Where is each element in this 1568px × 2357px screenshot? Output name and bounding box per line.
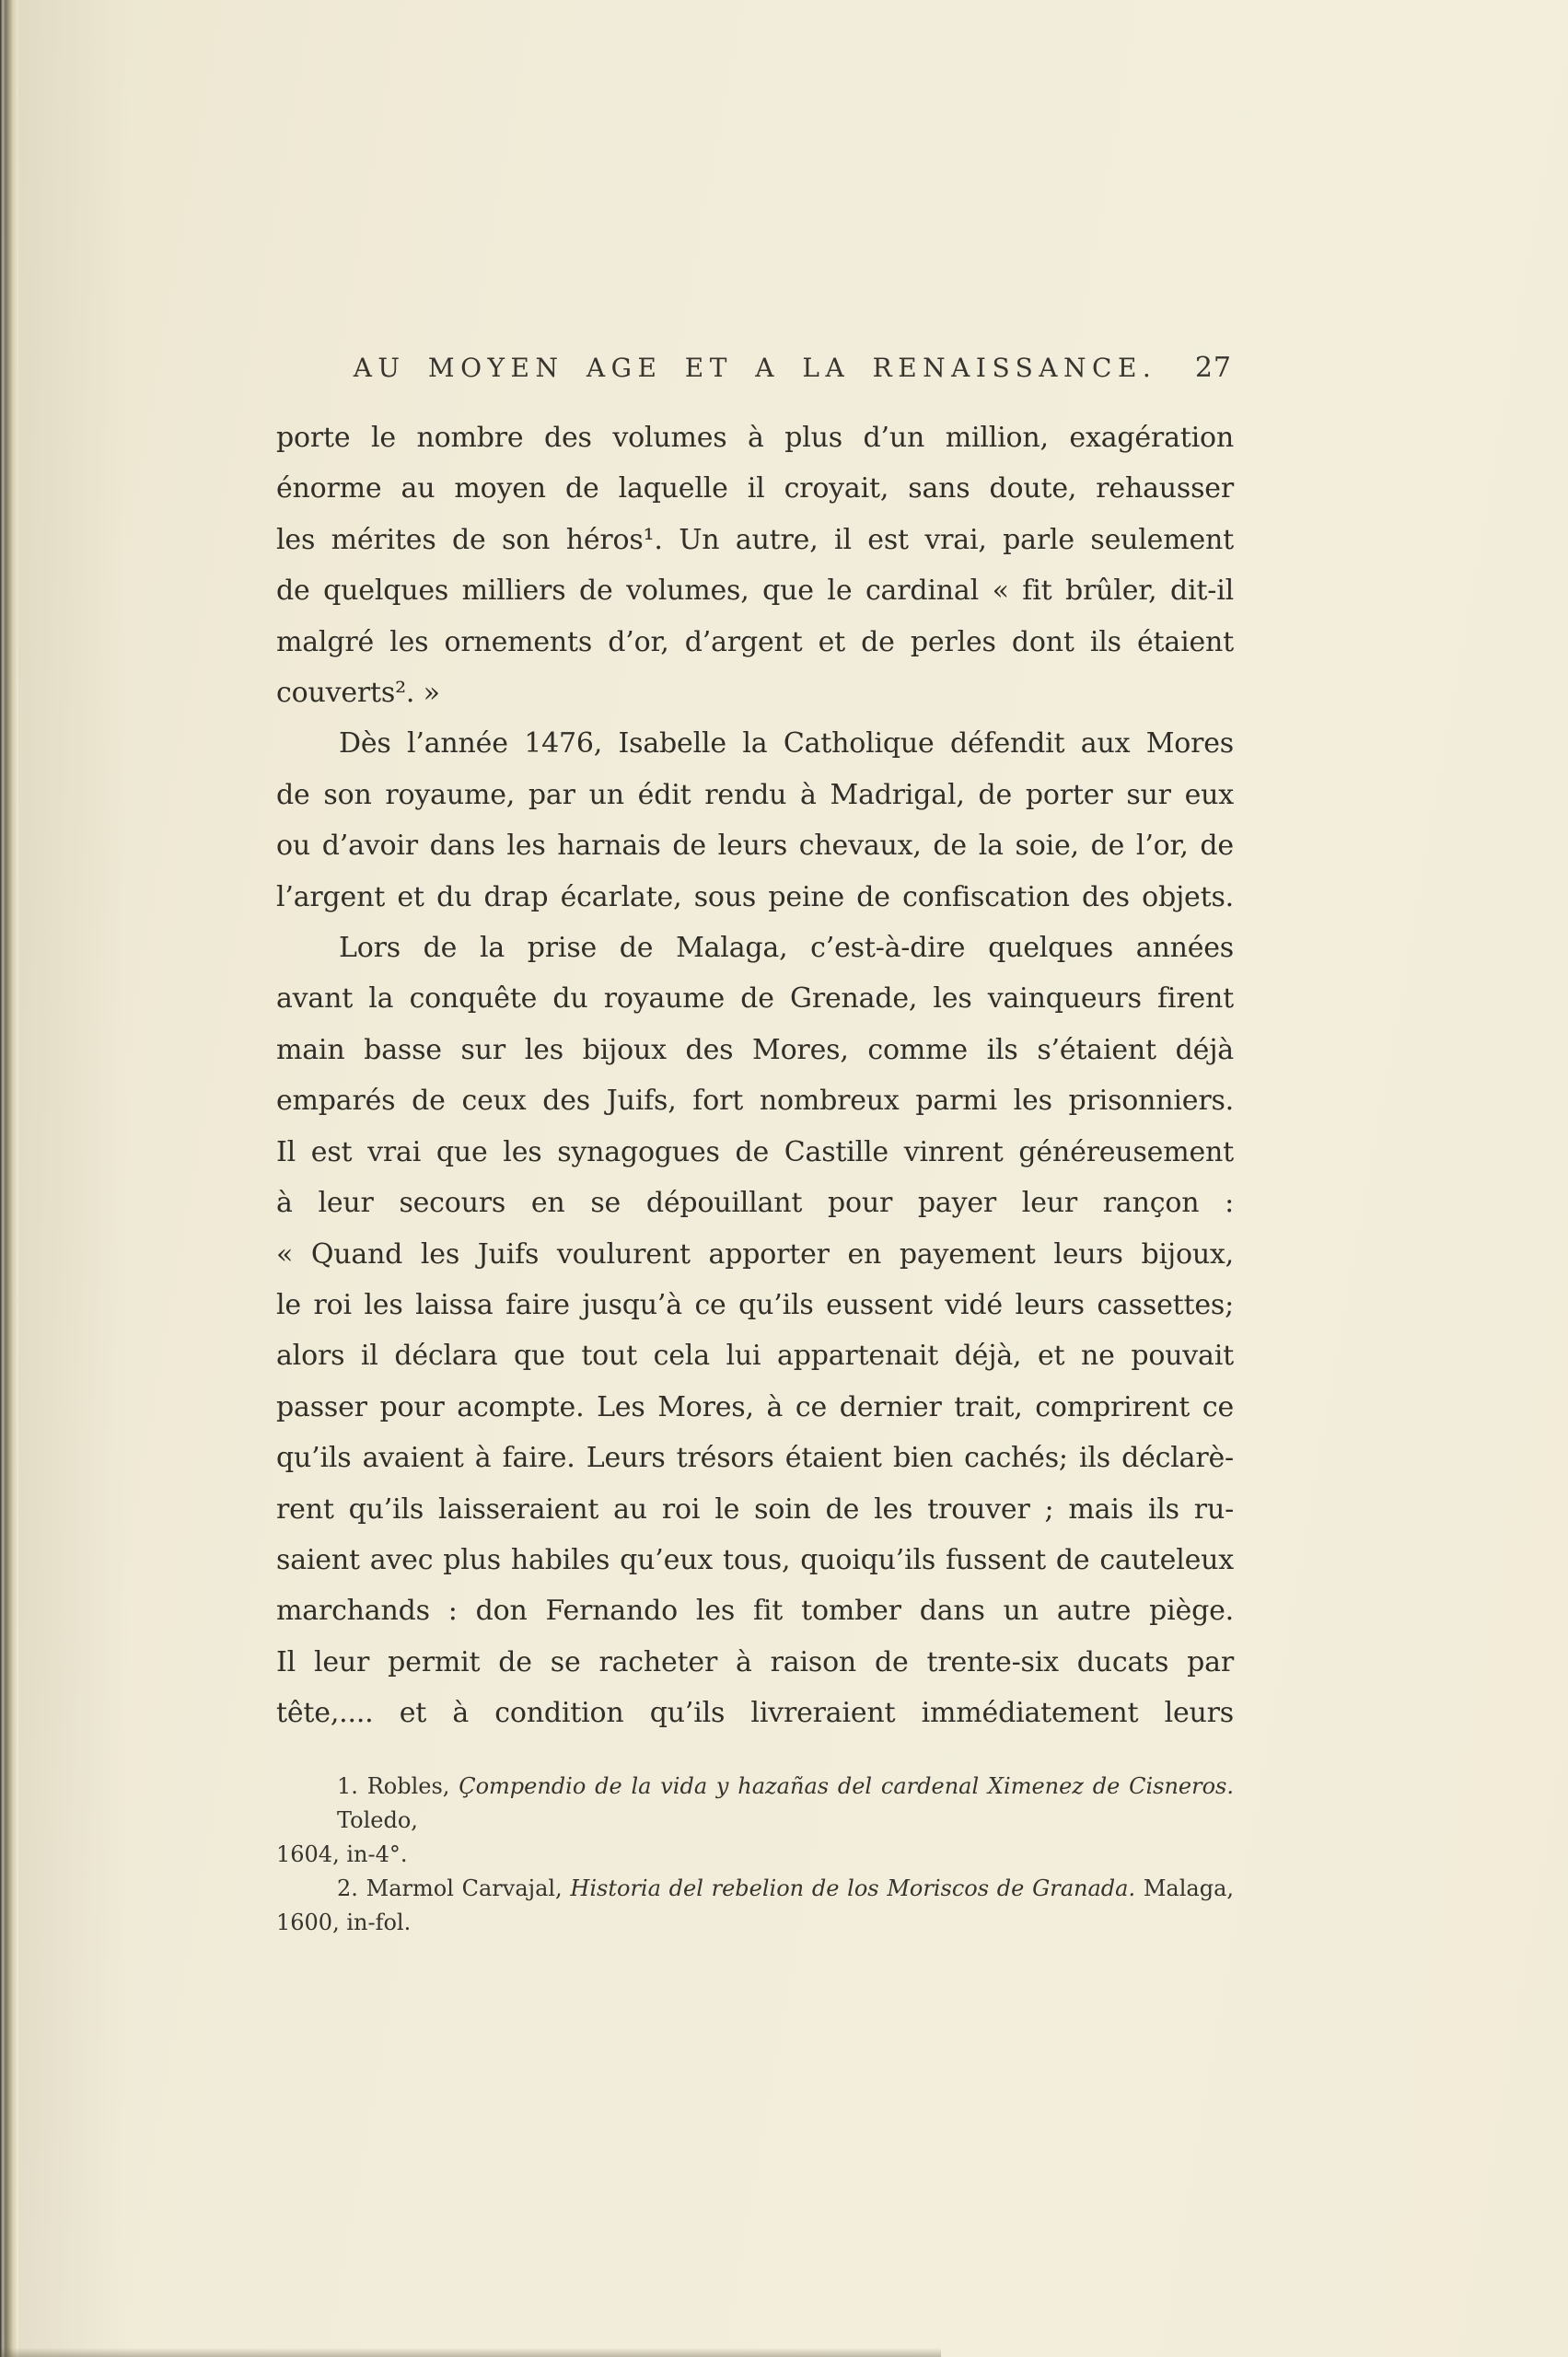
footnote-text: Malaga, [1135,1875,1234,1901]
footnote-text: 2. Marmol Carvajal, [337,1875,571,1901]
footnote-line [276,1770,1234,1838]
footnote-text: 1. Robles, [337,1773,459,1799]
text-line: énorme au moyen de laquelle il croyait, sans doute, rehausser [276,472,1234,505]
text-line: ou d’avoir dans les harnais de leurs chevaux, de la soie, de l’or, de [276,830,1234,863]
text-line: Dès l’année 1476, Isabelle la Catholique défendit aux Mores [339,727,1234,761]
text-line: Il est vrai que les synagogues de Castille vinrent généreusement [276,1135,1234,1168]
text-line: « Quand les Juifs voulurent apporter en payement leurs bijoux, [276,1237,1234,1271]
text-line: l’argent et du drap écarlate, sous peine de confiscation des objets. [276,880,1234,913]
footnote-line [276,1838,1234,1872]
text-line: porte le nombre des volumes à plus d’un million, exagération [276,422,1234,454]
text-line: avant la conquête du royaume de Grenade, les vainqueurs firent [276,982,1234,1016]
footnote-line [276,1906,1234,1940]
text-line: de son royaume, par un édit rendu à Madrigal, de porter sur eux [276,778,1234,811]
text-line: de quelques milliers de volumes, que le cardinal « fit brûler, dit-il [276,575,1234,608]
text-line: tête,.... et à condition qu’ils livreraient immédiatement leurs [276,1697,1234,1730]
footnote-work-title: Historia del rebelion de los Moriscos de Granada. [570,1875,1136,1901]
book-spine-edge [0,0,18,2357]
running-head-title: AU MOYEN AGE ET A LA RENAISSANCE. [353,353,1157,383]
text-line: les mérites de son héros¹. Un autre, il est vrai, parle seulement [276,523,1234,556]
footnote-text: 1604, in-4°. [276,1841,408,1867]
text-line: marchands : don Fernando les fit tomber dans un autre piège. [276,1595,1234,1628]
text-line: main basse sur les bijoux des Mores, comme ils s’étaient déjà [276,1033,1234,1066]
text-line: emparés de ceux des Juifs, fort nombreux parmi les prisonniers. [276,1085,1234,1118]
text-line: couverts². » [276,677,440,710]
page-number: 27 [1194,352,1232,384]
text-line: Lors de la prise de Malaga, c’est-à-dire quelques années [339,932,1234,965]
footnote-text: 1600, in-fol. [276,1910,412,1935]
scan-bottom-shadow [0,2348,941,2357]
text-line: le roi les laissa faire jusqu’à ce qu’ils eussent vidé leurs cassettes; [276,1288,1234,1321]
footnotes [276,1770,1234,1940]
footnote-text: Toledo, [337,1807,418,1833]
body-text [276,412,1234,1739]
text-line: passer pour acompte. Les Mores, à ce dernier trait, comprirent ce [276,1390,1234,1423]
text-line: alors il déclara que tout cela lui appartenait déjà, et ne pouvait [276,1340,1234,1373]
running-head [276,348,1234,389]
text-line: malgré les ornements d’or, d’argent et de perles dont ils étaient [276,625,1234,658]
text-line: à leur secours en se dépouillant pour payer leur rançon : [276,1187,1234,1220]
text-line: saient avec plus habiles qu’eux tous, quoiqu’ils fussent de cauteleux [276,1543,1234,1576]
page-curvature-shadow [18,0,129,2357]
text-line: rent qu’ils laisseraient au roi le soin de les trouver ; mais ils ru- [276,1492,1234,1526]
footnote-line [276,1872,1234,1906]
text-line: Il leur permit de se racheter à raison de trente-six ducats par [276,1645,1234,1678]
footnote-work-title: Çompendio de la vida y hazañas del cardenal Ximenez de Cisneros. [459,1773,1234,1799]
text-line: qu’ils avaient à faire. Leurs trésors étaient bien cachés; ils déclarè- [276,1442,1234,1475]
